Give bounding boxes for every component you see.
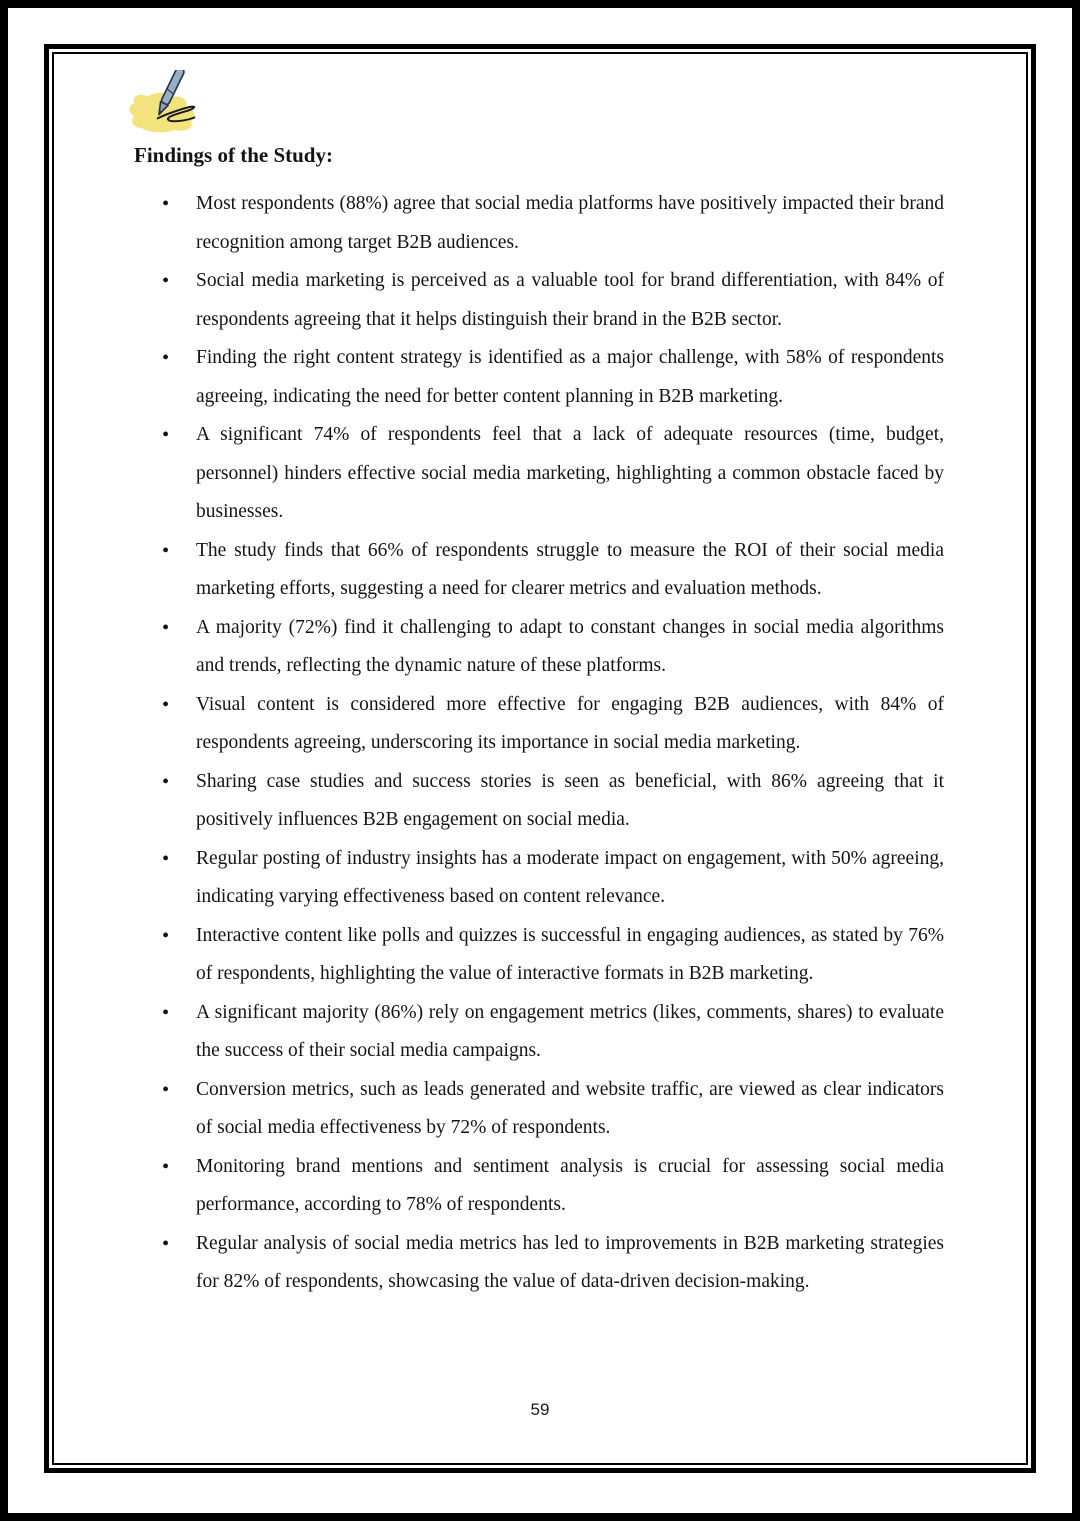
page-border-inner bbox=[52, 52, 1028, 1465]
page-title: Findings of the Study: bbox=[134, 143, 333, 167]
finding-bullet: • Sharing case studies and success stories is seen as beneficial, with 86% agreeing that it positively influences B2B engagement on social media. bbox=[196, 763, 944, 840]
finding-bullet: • Finding the right content strategy is identified as a major challenge, with 58% of respondents agreeing, indicating the need for better content planning in B2B marketing. bbox=[196, 339, 944, 416]
finding-bullet: • Visual content is considered more effective for engaging B2B audiences, with 84% of respondents agreeing, underscoring its importance in social media marketing. bbox=[196, 686, 944, 763]
finding-bullet: • Most respondents (88%) agree that social media platforms have positively impacted their brand recognition among target B2B audiences. bbox=[196, 185, 944, 262]
finding-bullet: • Regular posting of industry insights has a moderate impact on engagement, with 50% agreeing, indicating varying effectiveness based on content relevance. bbox=[196, 840, 944, 917]
finding-bullet: • A significant 74% of respondents feel that a lack of adequate resources (time, budget, personnel) hinders effective social media marketing, highlighting a common obstacle faced by businesses. bbox=[196, 416, 944, 532]
page-border-outer bbox=[44, 44, 1036, 1473]
page-number: 59 bbox=[530, 1400, 550, 1419]
finding-bullet: • Interactive content like polls and quizzes is successful in engaging audiences, as stated by 76% of respondents, highlighting the value of interactive formats in B2B marketing. bbox=[196, 917, 944, 994]
finding-bullet: • A majority (72%) find it challenging to adapt to constant changes in social media algorithms and trends, reflecting the dynamic nature of these platforms. bbox=[196, 609, 944, 686]
finding-bullet: • The study finds that 66% of respondents struggle to measure the ROI of their social media marketing efforts, suggesting a need for clearer metrics and evaluation methods. bbox=[196, 532, 944, 609]
findings-list bbox=[134, 185, 944, 1302]
finding-bullet: • Conversion metrics, such as leads generated and website traffic, are viewed as clear indicators of social media effectiveness by 72% of respondents. bbox=[196, 1071, 944, 1148]
finding-bullet: • Regular analysis of social media metrics has led to improvements in B2B marketing strategies for 82% of respondents, showcasing the value of data-driven decision-making. bbox=[196, 1225, 944, 1302]
finding-bullet: • Social media marketing is perceived as a valuable tool for brand differentiation, with 84% of respondents agreeing that it helps distinguish their brand in the B2B sector. bbox=[196, 262, 944, 339]
document-content bbox=[54, 54, 1026, 1302]
pen-writing-icon bbox=[124, 70, 208, 140]
finding-bullet: • Monitoring brand mentions and sentiment analysis is crucial for assessing social media performance, according to 78% of respondents. bbox=[196, 1148, 944, 1225]
finding-bullet: • A significant majority (86%) rely on engagement metrics (likes, comments, shares) to evaluate the success of their social media campaigns. bbox=[196, 994, 944, 1071]
